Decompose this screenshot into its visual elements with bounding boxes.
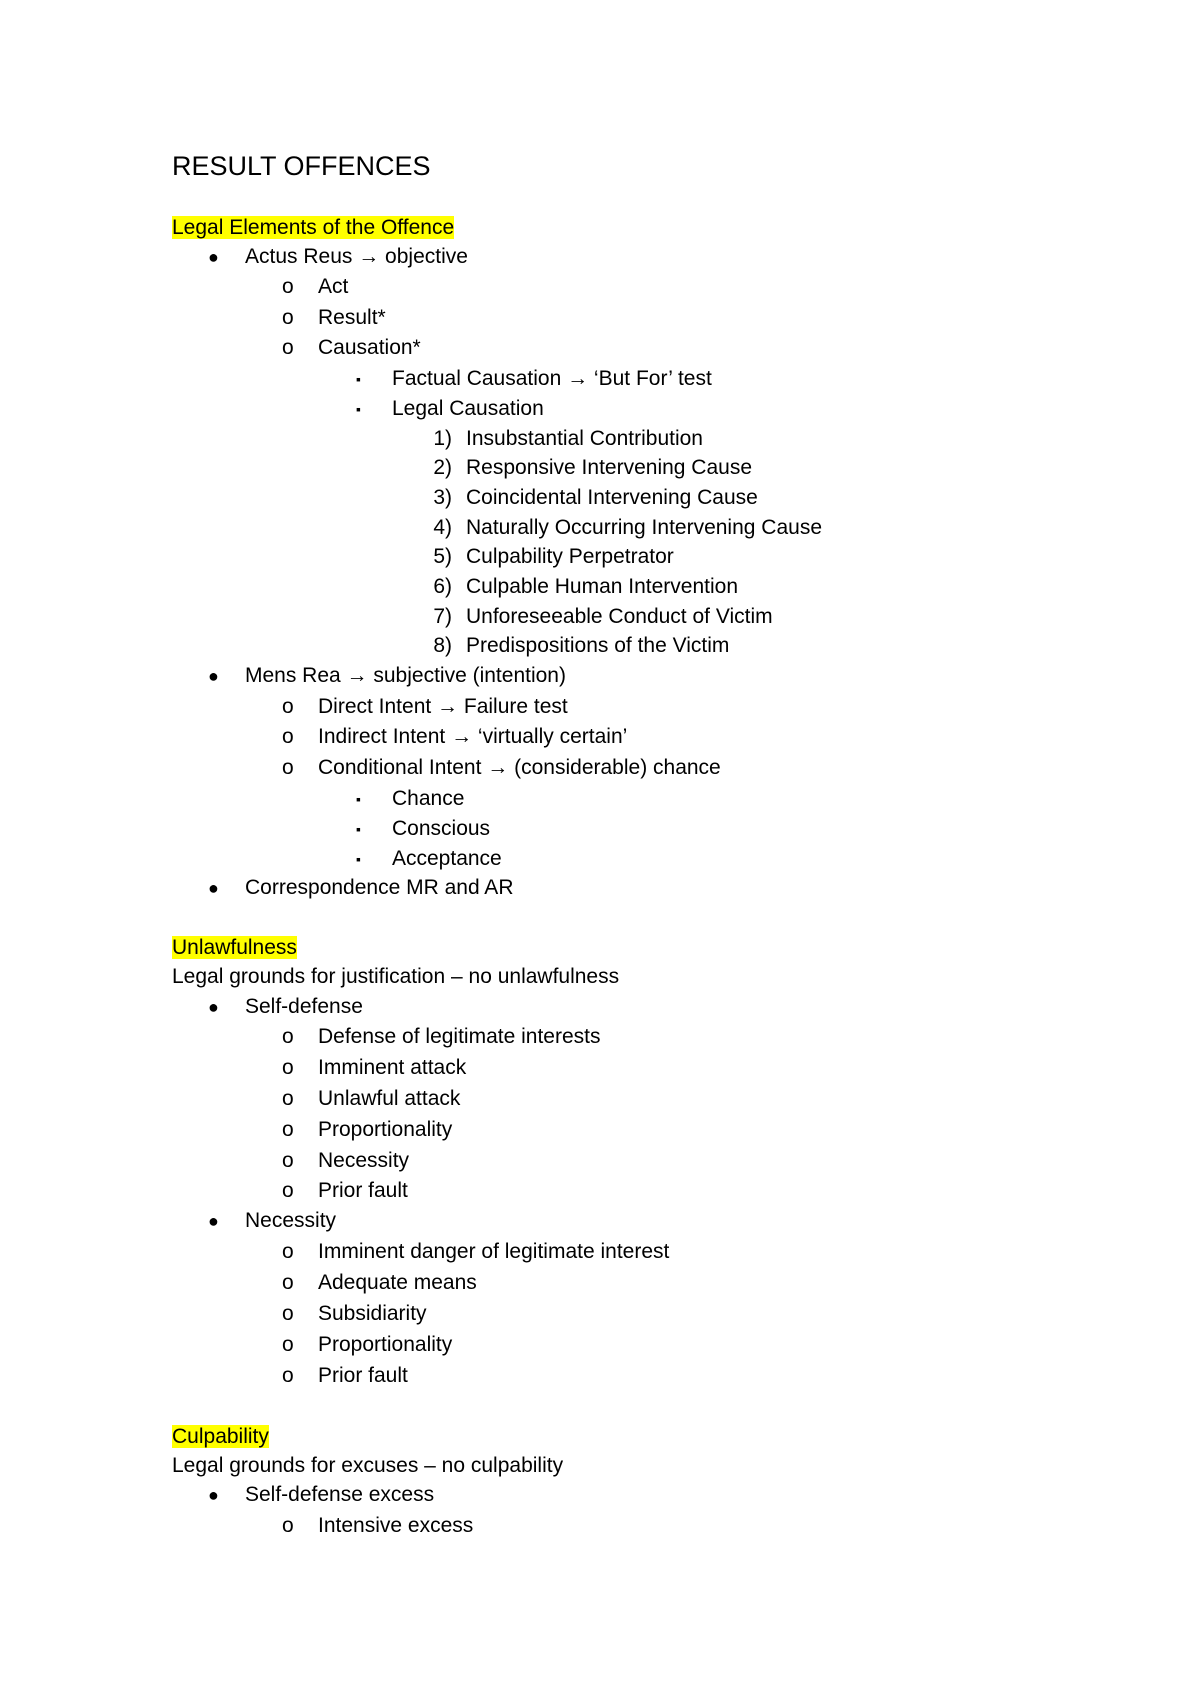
section-subheading: Legal grounds for excuses – no culpability bbox=[172, 1454, 564, 1477]
circle-bullet-icon: o bbox=[282, 1514, 294, 1537]
circle-bullet-icon: o bbox=[282, 1087, 294, 1110]
numbered-item: Naturally Occurring Intervening Cause bbox=[466, 516, 822, 539]
circle-bullet-icon: o bbox=[282, 1056, 294, 1079]
circle-bullet-icon: o bbox=[282, 1302, 294, 1325]
list-number: 8) bbox=[433, 634, 452, 657]
list-item: Proportionality bbox=[318, 1333, 453, 1356]
square-bullet-icon: ▪ bbox=[356, 851, 361, 867]
list-item-legal-causation: Legal Causation bbox=[392, 397, 544, 420]
numbered-item: Responsive Intervening Cause bbox=[466, 456, 753, 479]
square-bullet-icon: ▪ bbox=[356, 791, 361, 807]
list-item: Imminent danger of legitimate interest bbox=[318, 1240, 670, 1263]
circle-bullet-icon: o bbox=[282, 336, 294, 359]
circle-bullet-icon: o bbox=[282, 725, 294, 748]
list-item-act: Act bbox=[318, 275, 349, 298]
numbered-item: Coincidental Intervening Cause bbox=[466, 486, 758, 509]
list-number: 1) bbox=[433, 427, 452, 450]
list-item-conditional-intent: Conditional Intent → (considerable) chance bbox=[318, 756, 721, 779]
list-item-causation: Causation* bbox=[318, 336, 421, 359]
list-item: Imminent attack bbox=[318, 1056, 467, 1079]
list-item-mens-rea: Mens Rea → subjective (intention) bbox=[245, 664, 566, 687]
list-item-necessity: Necessity bbox=[245, 1209, 337, 1232]
circle-bullet-icon: o bbox=[282, 306, 294, 329]
list-item: Proportionality bbox=[318, 1118, 453, 1141]
section-heading-culpability bbox=[172, 1424, 269, 1450]
list-item: Subsidiarity bbox=[318, 1302, 427, 1325]
highlighted-heading: Culpability bbox=[172, 1425, 269, 1448]
list-item-factual-causation: Factual Causation → ‘But For’ test bbox=[392, 367, 712, 390]
circle-bullet-icon: o bbox=[282, 1179, 294, 1202]
numbered-item: Insubstantial Contribution bbox=[466, 427, 703, 450]
list-item-direct-intent: Direct Intent → Failure test bbox=[318, 695, 568, 718]
highlighted-heading: Unlawfulness bbox=[172, 936, 297, 959]
highlighted-heading: Legal Elements of the Offence bbox=[172, 216, 455, 239]
section-heading-elements bbox=[172, 215, 454, 241]
circle-bullet-icon: o bbox=[282, 1025, 294, 1048]
list-item-conscious: Conscious bbox=[392, 817, 491, 840]
list-item-actus-reus: Actus Reus → objective bbox=[245, 245, 468, 268]
section-heading-unlawfulness bbox=[172, 935, 297, 961]
circle-bullet-icon: o bbox=[282, 275, 294, 298]
list-item-correspondence: Correspondence MR and AR bbox=[245, 876, 514, 899]
numbered-item: Culpable Human Intervention bbox=[466, 575, 738, 598]
circle-bullet-icon: o bbox=[282, 1333, 294, 1356]
square-bullet-icon: ▪ bbox=[356, 401, 361, 417]
square-bullet-icon: ▪ bbox=[356, 371, 361, 387]
numbered-item: Culpability Perpetrator bbox=[466, 545, 674, 568]
bullet-icon: ● bbox=[208, 878, 219, 898]
list-item-chance: Chance bbox=[392, 787, 465, 810]
list-item-indirect-intent: Indirect Intent → ‘virtually certain’ bbox=[318, 725, 628, 748]
list-item-acceptance: Acceptance bbox=[392, 847, 502, 870]
list-number: 3) bbox=[433, 486, 452, 509]
numbered-item: Unforeseeable Conduct of Victim bbox=[466, 605, 773, 628]
list-number: 2) bbox=[433, 456, 452, 479]
circle-bullet-icon: o bbox=[282, 1118, 294, 1141]
list-number: 6) bbox=[433, 575, 452, 598]
bullet-icon: ● bbox=[208, 997, 219, 1017]
page-title: RESULT OFFENCES bbox=[172, 151, 431, 181]
list-number: 7) bbox=[433, 605, 452, 628]
list-number: 4) bbox=[433, 516, 452, 539]
list-item: Adequate means bbox=[318, 1271, 477, 1294]
bullet-icon: ● bbox=[208, 1485, 219, 1505]
circle-bullet-icon: o bbox=[282, 1271, 294, 1294]
list-item: Prior fault bbox=[318, 1179, 408, 1202]
bullet-icon: ● bbox=[208, 247, 219, 267]
list-item-self-defense: Self-defense bbox=[245, 995, 363, 1018]
list-item: Defense of legitimate interests bbox=[318, 1025, 601, 1048]
bullet-icon: ● bbox=[208, 666, 219, 686]
square-bullet-icon: ▪ bbox=[356, 821, 361, 837]
list-item-self-defense-excess: Self-defense excess bbox=[245, 1483, 435, 1506]
list-item-result: Result* bbox=[318, 306, 386, 329]
list-item: Necessity bbox=[318, 1149, 410, 1172]
list-item-intensive-excess: Intensive excess bbox=[318, 1514, 474, 1537]
numbered-item: Predispositions of the Victim bbox=[466, 634, 730, 657]
circle-bullet-icon: o bbox=[282, 756, 294, 779]
circle-bullet-icon: o bbox=[282, 695, 294, 718]
section-subheading: Legal grounds for justification – no unlawfulness bbox=[172, 965, 620, 988]
list-number: 5) bbox=[433, 545, 452, 568]
circle-bullet-icon: o bbox=[282, 1149, 294, 1172]
bullet-icon: ● bbox=[208, 1211, 219, 1231]
circle-bullet-icon: o bbox=[282, 1240, 294, 1263]
circle-bullet-icon: o bbox=[282, 1364, 294, 1387]
list-item: Prior fault bbox=[318, 1364, 408, 1387]
list-item: Unlawful attack bbox=[318, 1087, 461, 1110]
